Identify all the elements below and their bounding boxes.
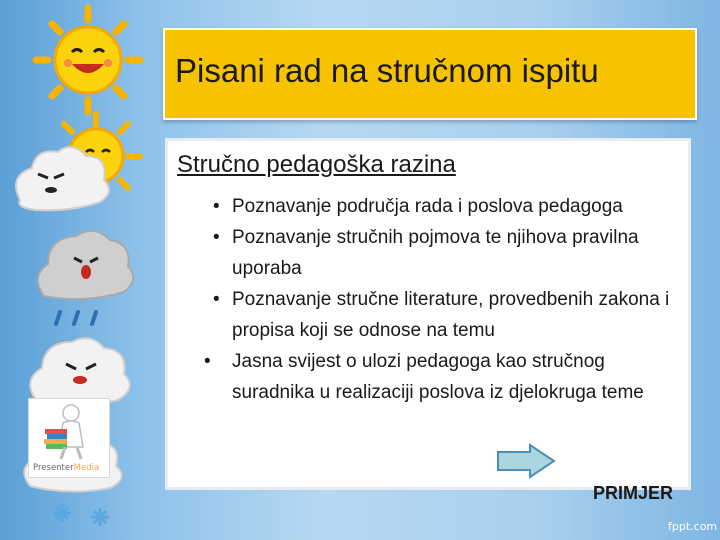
sun-behind-cloud-icon bbox=[16, 114, 140, 210]
bullet-text: Poznavanje stručne literature, provedbenih zakona i propisa koji se odnose na temu bbox=[232, 289, 670, 341]
list-item bbox=[168, 222, 652, 284]
presenter-figure-icon bbox=[44, 405, 83, 459]
bullet-text: Poznavanje područja rada i poslova pedagoga bbox=[232, 196, 623, 217]
bullet-dot: • bbox=[204, 351, 211, 372]
bullet-dot: • bbox=[213, 289, 220, 310]
sun-smiling-icon bbox=[36, 8, 140, 112]
bullet-list bbox=[168, 191, 688, 408]
watermark: fppt.com bbox=[668, 520, 718, 533]
title-banner bbox=[163, 28, 697, 120]
list-item bbox=[168, 284, 692, 346]
bullet-text: Poznavanje stručnih pojmova te njihova pravilna uporaba bbox=[232, 227, 639, 279]
primjer-link[interactable]: PRIMJER bbox=[593, 483, 674, 503]
angry-cloud-icon bbox=[30, 338, 130, 405]
bullet-text: Jasna svijest o ulozi pedagoga kao stručnog suradnika u realizaciji poslova iz djelokruga teme bbox=[232, 351, 644, 403]
rain-cloud-icon bbox=[38, 231, 133, 324]
list-item bbox=[168, 191, 672, 222]
bullet-dot: • bbox=[213, 227, 220, 248]
right-arrow-icon[interactable] bbox=[496, 443, 556, 479]
presenter-media-logo bbox=[28, 398, 110, 478]
section-subtitle: Stručno pedagoška razina bbox=[177, 151, 456, 178]
slide-title: Pisani rad na stručnom ispitu bbox=[175, 52, 599, 89]
bullet-dot: • bbox=[213, 196, 220, 217]
logo-text: PresenterMedia bbox=[33, 463, 100, 473]
content-panel bbox=[165, 138, 691, 503]
list-item bbox=[168, 346, 672, 408]
